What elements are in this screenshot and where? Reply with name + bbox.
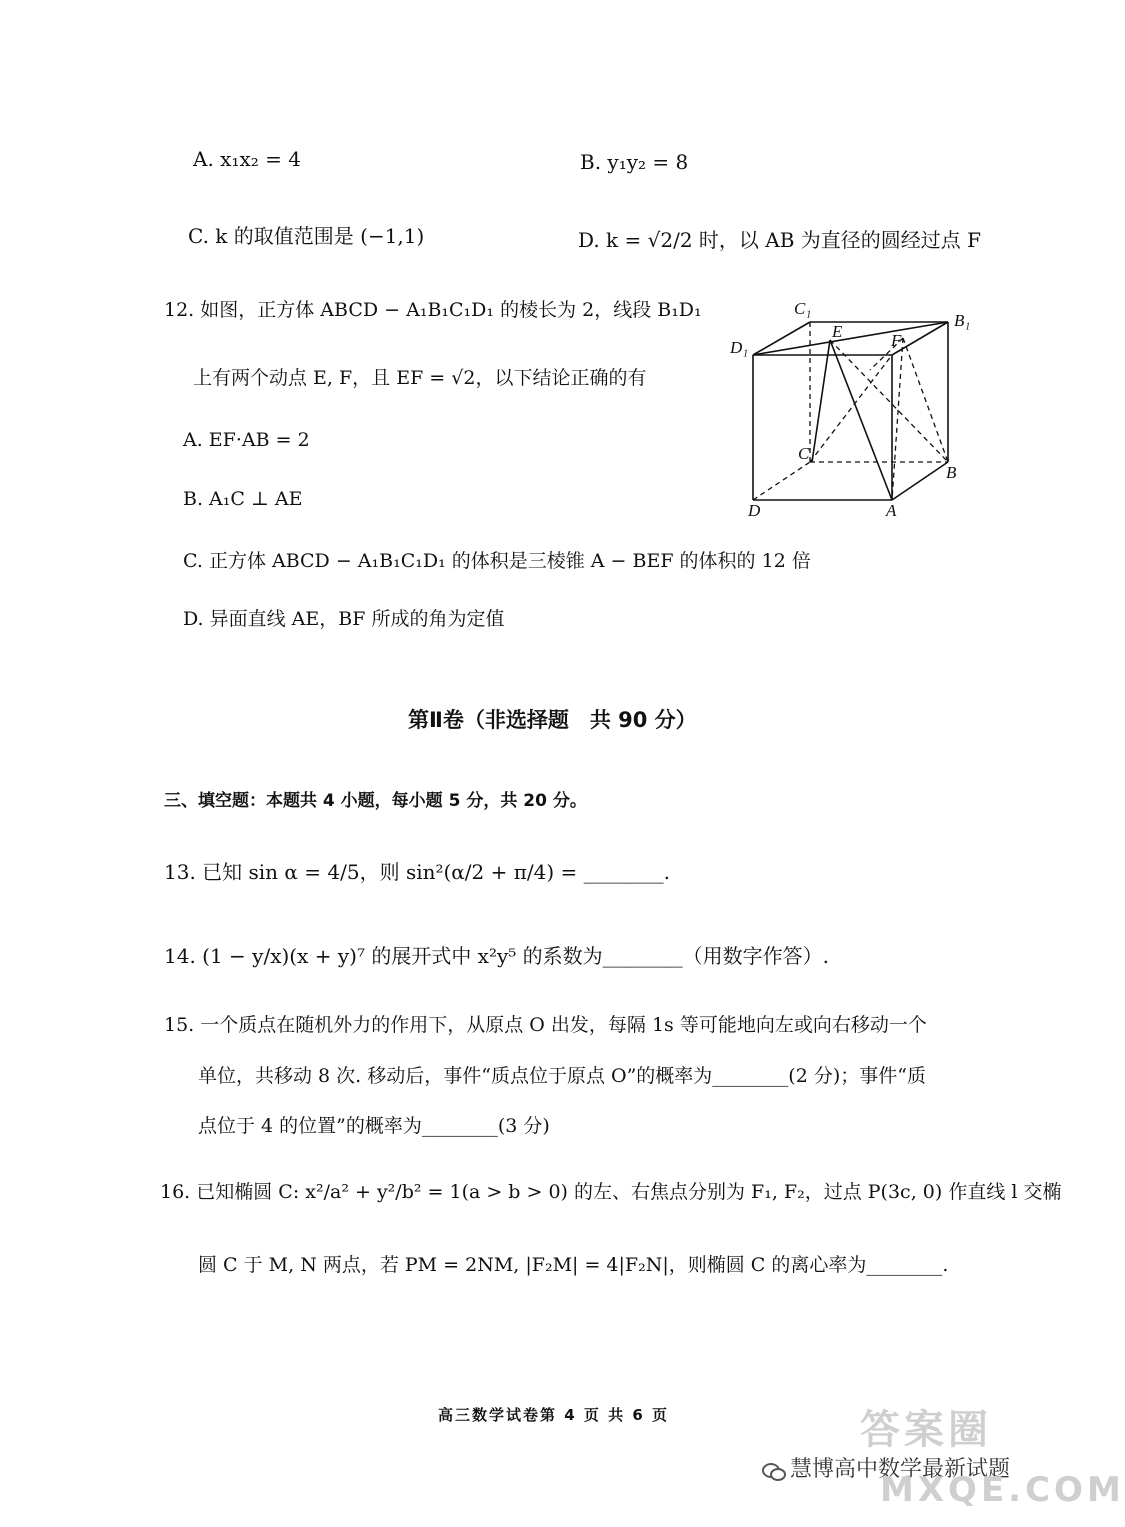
- label-d1: D₁: [730, 338, 749, 357]
- watermark-logo: 答案圈: [860, 1407, 992, 1453]
- label-a: A: [886, 501, 897, 520]
- q12-stem-line2: 上有两个动点 E, F，且 EF = √2，以下结论正确的有: [193, 367, 647, 389]
- q16-line2: 圆 C 于 M, N 两点，若 PM = 2NM, |F₂M| = 4|F₂N|，则椭圆 C 的离心率为________.: [198, 1254, 949, 1276]
- q12-option-b: B. A₁C ⊥ AE: [183, 488, 303, 510]
- wechat-icon: [762, 1461, 786, 1481]
- q11-option-c: C. k 的取值范围是 (−1,1): [188, 224, 425, 248]
- q12-option-c: C. 正方体 ABCD − A₁B₁C₁D₁ 的体积是三棱锥 A − BEF 的体积的 12 倍: [183, 550, 811, 572]
- q11-option-a: A. x₁x₂ = 4: [193, 147, 301, 171]
- q15-line1: 15. 一个质点在随机外力的作用下，从原点 O 出发，每隔 1s 等可能地向左或向右移动一个: [164, 1014, 927, 1036]
- label-b: B: [946, 463, 957, 482]
- section3-header: 三、填空题：本题共 4 小题，每小题 5 分，共 20 分。: [164, 791, 587, 811]
- q11-option-b: B. y₁y₂ = 8: [580, 150, 689, 174]
- label-f: F: [891, 331, 902, 350]
- part2-title: 第Ⅱ卷（非选择题 共 90 分）: [408, 708, 697, 732]
- q13: 13. 已知 sin α = 4/5，则 sin²(α/2 + π/4) = ________.: [164, 860, 670, 884]
- label-c: C: [798, 444, 810, 463]
- q12-option-a: A. EF·AB = 2: [183, 429, 310, 451]
- q12-stem-line1: 12. 如图，正方体 ABCD − A₁B₁C₁D₁ 的棱长为 2，线段 B₁D₁: [164, 299, 702, 321]
- label-e: E: [832, 322, 843, 341]
- q15-line2: 单位，共移动 8 次. 移动后，事件“质点位于原点 O”的概率为________(2 分)；事件“质: [198, 1065, 926, 1087]
- label-c1: C₁: [794, 299, 812, 318]
- q11-option-d: D. k = √2/2 时，以 AB 为直径的圆经过点 F: [578, 228, 982, 252]
- q12-option-d: D. 异面直线 AE，BF 所成的角为定值: [183, 608, 505, 630]
- q15-line3: 点位于 4 的位置”的概率为________(3 分): [198, 1115, 550, 1137]
- label-b1: B₁: [954, 311, 971, 330]
- q16-line1: 16. 已知椭圆 C: x²/a² + y²/b² = 1(a > b > 0) 的左、右焦点分别为 F₁, F₂，过点 P(3c, 0) 作直线 l 交椭: [160, 1181, 1062, 1203]
- watermark-site: MXQE.COM: [880, 1470, 1125, 1510]
- cube-figure: [720, 290, 980, 530]
- watermark-account: 慧博高中数学最新试题: [790, 1457, 1011, 1482]
- q14: 14. (1 − y/x)(x + y)⁷ 的展开式中 x²y⁵ 的系数为________（用数字作答）.: [164, 944, 829, 968]
- page-footer: 高三数学试卷第 4 页 共 6 页: [438, 1406, 669, 1424]
- label-d: D: [748, 501, 761, 520]
